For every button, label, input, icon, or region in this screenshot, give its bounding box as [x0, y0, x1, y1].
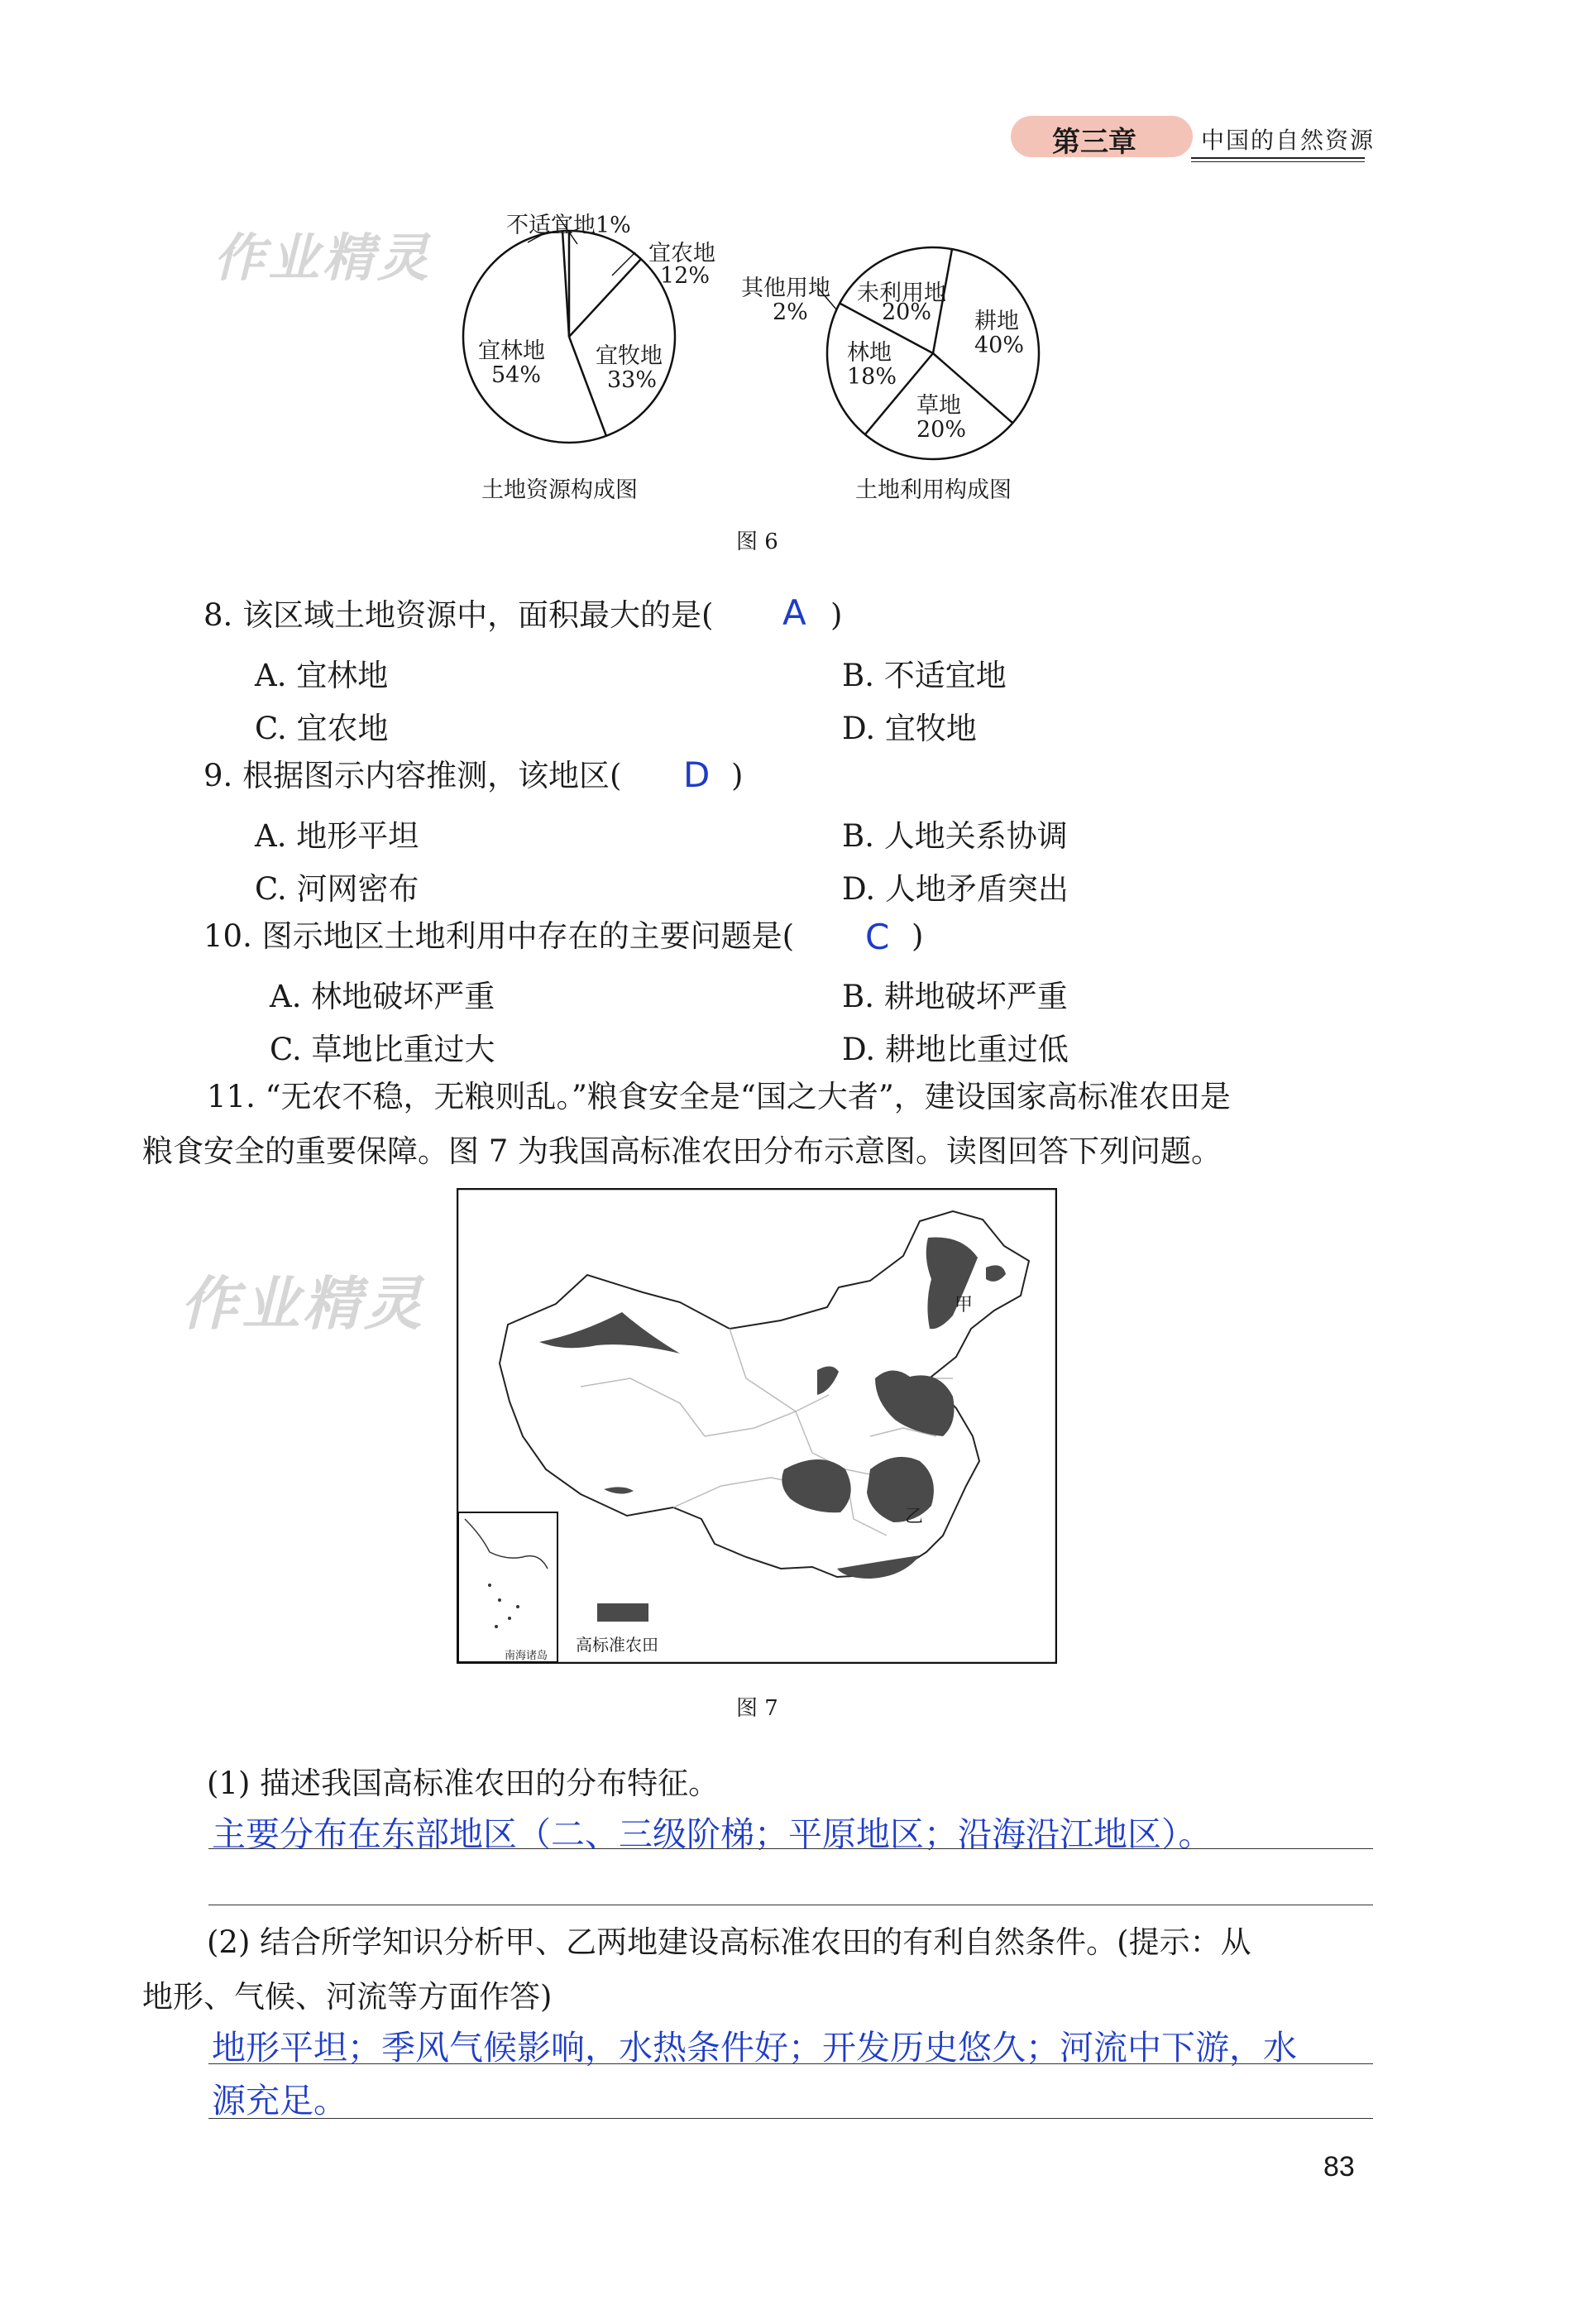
- option: D. 人地矛盾突出: [842, 871, 1069, 907]
- pie-title: 土地资源构成图: [481, 477, 638, 503]
- option: B. 人地关系协调: [842, 818, 1068, 854]
- map-label-yi: 乙: [905, 1507, 924, 1527]
- paren-close: ): [830, 597, 843, 633]
- island-dot: [498, 1598, 501, 1602]
- subquestion-2-answer: 地形平坦；季风气候影响，水热条件好；开发历史悠久；河流中下游，水: [212, 2028, 1297, 2068]
- question-11-line: 11. “无农不稳，无粮则乱。”粮食安全是“国之大者”，建设国家高标准农田是: [207, 1079, 1231, 1114]
- island-dot: [508, 1617, 511, 1620]
- option: A. 宜林地: [255, 658, 389, 693]
- chapter-number: 第三章: [1052, 126, 1136, 159]
- pie-label: 20%: [882, 299, 932, 325]
- pie-label: 33%: [607, 367, 658, 393]
- pie-label: 其他用地: [741, 276, 830, 301]
- pie-label: 林地: [847, 340, 892, 366]
- option: D. 宜牧地: [842, 711, 977, 746]
- figure-caption: 图 6: [736, 529, 778, 554]
- option: D. 耕地比重过低: [842, 1032, 1069, 1067]
- option: C. 草地比重过大: [270, 1032, 495, 1067]
- pie-label: 草地: [916, 393, 961, 419]
- pie-label: 宜牧地: [596, 343, 663, 369]
- answer-line: [208, 1848, 1373, 1849]
- question-8-stem: 8. 该区域土地资源中，面积最大的是(: [203, 597, 714, 633]
- map-legend-label: 高标准农田: [576, 1635, 658, 1655]
- pie-label: 40%: [974, 333, 1025, 358]
- pie-label: 54%: [491, 362, 542, 388]
- chapter-title: 中国的自然资源: [1201, 127, 1376, 154]
- option: B. 不适宜地: [842, 658, 1007, 693]
- subquestion-1-answer: 主要分布在东部地区（二、三级阶梯；平原地区；沿海沿江地区）。: [212, 1814, 1213, 1854]
- pie-label: 未利用地: [857, 280, 946, 306]
- question-9-stem: 9. 根据图示内容推测，该地区(: [203, 758, 622, 793]
- question-10-answer: C: [865, 917, 890, 957]
- page-number: 83: [1323, 2151, 1355, 2183]
- pie-label: 宜林地: [478, 338, 545, 364]
- question-8-answer: A: [782, 592, 806, 633]
- island-dot: [488, 1584, 491, 1587]
- question-10-stem: 10. 图示地区土地利用中存在的主要问题是(: [203, 918, 795, 954]
- subquestion-2: (2) 结合所学知识分析甲、乙两地建设高标准农田的有利自然条件。(提示：从: [207, 1924, 1251, 1960]
- subquestion-2-answer: 源充足。: [212, 2081, 347, 2120]
- island-dot: [516, 1605, 519, 1608]
- question-11-line: 粮食安全的重要保障。图 7 为我国高标准农田分布示意图。读图回答下列问题。: [142, 1133, 1223, 1169]
- map-label-jia: 甲: [955, 1295, 974, 1315]
- pie-label: 2%: [773, 299, 808, 325]
- option: B. 耕地破坏严重: [842, 979, 1068, 1014]
- pie-land-resources: [463, 214, 675, 443]
- pie-title: 土地利用构成图: [855, 477, 1012, 503]
- question-9-answer: D: [683, 755, 711, 795]
- island-dot: [495, 1625, 498, 1628]
- legend-swatch: [597, 1603, 648, 1622]
- option: A. 地形平坦: [255, 818, 419, 854]
- inset-frame: [458, 1512, 557, 1662]
- figure-7-map: [457, 1188, 1057, 1664]
- answer-line: [208, 2063, 1373, 2064]
- paren-close: ): [912, 918, 924, 954]
- header-rule: [1191, 157, 1365, 162]
- option: C. 宜农地: [255, 711, 389, 746]
- subquestion-1: (1) 描述我国高标准农田的分布特征。: [207, 1766, 720, 1801]
- subquestion-2: 地形、气候、河流等方面作答): [142, 1979, 553, 2015]
- pie-left-divider: [569, 259, 641, 337]
- pie-label: 12%: [660, 263, 711, 289]
- pie-label: 20%: [916, 417, 967, 443]
- option: A. 林地破坏严重: [270, 979, 495, 1014]
- watermark: 作业精灵: [213, 228, 433, 288]
- figure-caption: 图 7: [736, 1696, 778, 1721]
- option: C. 河网密布: [255, 871, 419, 907]
- watermark: 作业精灵: [180, 1270, 425, 1338]
- pie-label: 18%: [847, 364, 897, 390]
- pie-label: 宜农地: [648, 241, 715, 266]
- paren-close: ): [731, 758, 744, 793]
- answer-line: [208, 2118, 1373, 2119]
- pie-label: 耕地: [974, 309, 1019, 334]
- pie-label: 不适宜地1%: [506, 213, 631, 238]
- map-inset-label: 南海诸岛: [505, 1650, 548, 1662]
- pie-left-leader: [612, 252, 635, 276]
